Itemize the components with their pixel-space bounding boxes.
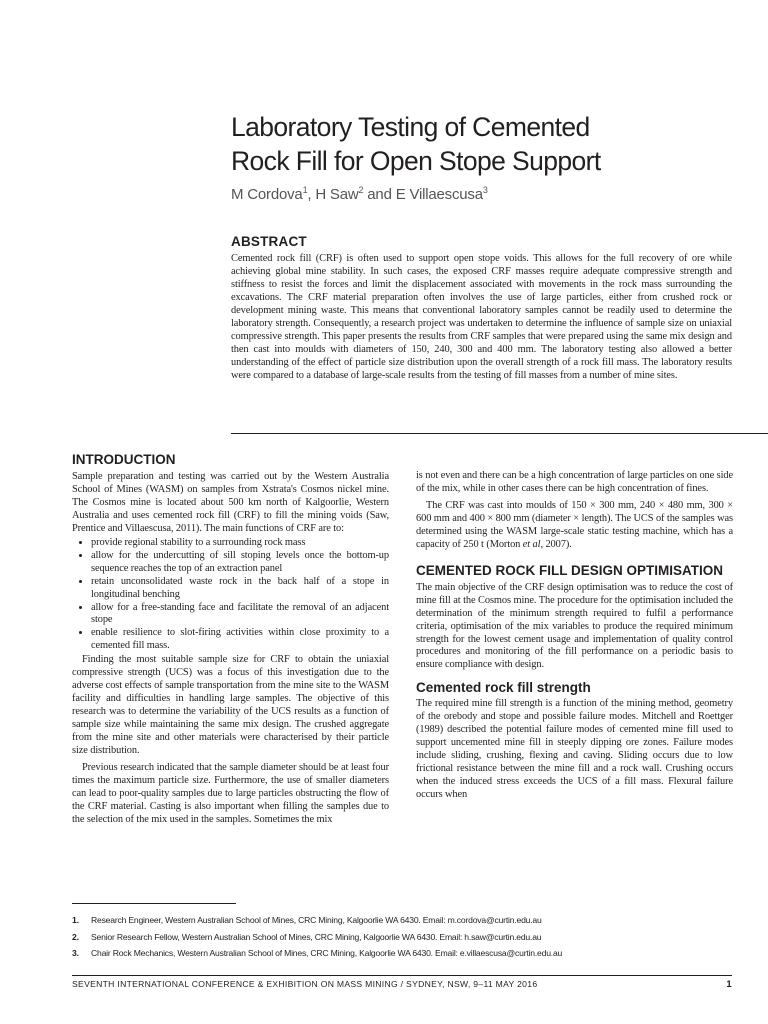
section-gap bbox=[416, 672, 733, 680]
page-number: 1 bbox=[726, 979, 732, 990]
author-affiliation-mark: 2 bbox=[358, 185, 364, 195]
footnote-number: 2. bbox=[72, 931, 79, 942]
footer-divider bbox=[72, 975, 732, 976]
author-list bbox=[231, 185, 731, 203]
citation-et-al: et al bbox=[522, 538, 541, 550]
footnote-number: 1. bbox=[72, 915, 79, 925]
footnote-divider bbox=[72, 903, 236, 904]
author-separator: , bbox=[307, 186, 316, 203]
author-affiliation-mark: 3 bbox=[482, 185, 488, 195]
footnote-text: Chair Rock Mechanics, Western Australian School of Mines, CRC Mining, Kalgoorlie WA 6430. Email: e.villaescusa@curtin.edu.au bbox=[91, 948, 563, 958]
paper-title-line-2: Rock Fill for Open Stope Support bbox=[231, 146, 601, 176]
fill-strength-subheading: Cemented rock fill strength bbox=[416, 680, 591, 696]
abstract-text: Cemented rock fill (CRF) is often used to support open stope voids. This allows for the full recovery of ore while achieving global mine stability. In such cases, the exposed CRF masses require adequate compressive strength and stiffness to resist the forces and limit the displacement associated with movements in the rock mass surrounding the excavations. The CRF material preparation often involves the use of large particles, either from crushed rock or development mining waste. This means that conventional laboratory samples cannot be readily used to determine the laboratory strength. Consequently, a research project was undertaken to determine the influence of sample size on uniaxial compressive strength. This paper presents the results from CRF samples that were prepared using the same mix design and then cast into moulds with diameters of 150, 240, 300 and 400 mm. The laboratory testing also allowed a better understanding of the effect of particle size distribution upon the overall strength of a rock fill mass. The laboratory results were compared to a database of large-scale results from the testing of fill masses from a number of mine sites. bbox=[231, 253, 732, 381]
footnote bbox=[72, 912, 712, 929]
author-name: M Cordova bbox=[231, 186, 303, 203]
list-item: • allow for a free-standing face and facilitate the removal of an adjacent stope bbox=[91, 602, 389, 628]
paper-title-line-1: Laboratory Testing of Cemented bbox=[231, 112, 590, 142]
list-item: • allow for the undercutting of sill stoping levels once the bottom-up sequence reaches the top of an extraction panel bbox=[91, 550, 389, 576]
footnote bbox=[72, 929, 712, 946]
paragraph-text: The CRF was cast into moulds of 150 × 300 mm, 240 × 480 mm, 300 × 600 mm and 400 × 800 mm (diameter × length). The UCS of the samples was determined using the WASM large-scale static testing machine, which has a capacity of 250 t (Morton bbox=[416, 499, 733, 550]
title-block bbox=[231, 110, 731, 203]
author-name: E Villaescusa bbox=[395, 186, 483, 203]
list-item: • enable resilience to slot-firing activities within close proximity to a cemented fill mass. bbox=[91, 627, 389, 653]
footnote-number: 3. bbox=[72, 948, 79, 958]
page-footer bbox=[72, 979, 732, 989]
footnote bbox=[72, 945, 712, 962]
footnote-text: Research Engineer, Western Australian School of Mines, CRC Mining, Kalgoorlie WA 6430. Email: m.cordova@curtin.edu.au bbox=[91, 915, 542, 925]
design-optimisation-heading: CEMENTED ROCK FILL DESIGN OPTIMISATION bbox=[416, 562, 724, 578]
abstract-divider bbox=[231, 433, 768, 434]
right-column bbox=[416, 470, 733, 802]
strength-paragraph: The required mine fill strength is a function of the mining method, geometry of the orebody and stope and possible failure modes. Mitchell and Roettger (1989) described the potential failure modes of cemented mine fill used to support uncemented mine fill in steeply dipping ore zones. Failure modes include sliding, crushing, flexing and caving. Sliding occurs due to low frictional resistance between the mine fill and a rock wall. Crushing occurs when the induced stress exceeds the UCS of a fill mass. Flexural failure occurs when bbox=[416, 698, 733, 801]
introduction-paragraph: Previous research indicated that the sample diameter should be at least four times the maximum particle size. Furthermore, the use of smaller diameters can lead to poor-quality samples due to large particles obstructing the flow of the CRF material. Casting is also important when filling the samples due to the selection of the mix used in the samples. Sometimes the mix bbox=[72, 761, 389, 825]
crf-functions-list bbox=[72, 537, 389, 654]
author-name: H Saw bbox=[315, 186, 359, 203]
introduction-paragraph bbox=[416, 500, 733, 552]
introduction-paragraph: Finding the most suitable sample size for CRF to obtain the uniaxial compressive strength (UCS) was a focus of this investigation due to the adverse cost effects of sample transportation from the mine site to the WASM facility and difficulties in handling large samples. The objective of this research was to determine the variability of the UCS results as a function of sample size while maintaining the same mix design. The crushed aggregate from the mine site and other materials were characterised by their particle size distribution. bbox=[72, 654, 389, 757]
author-conjunction: and bbox=[363, 186, 396, 203]
introduction-heading: INTRODUCTION bbox=[72, 452, 176, 467]
introduction-paragraph: Sample preparation and testing was carried out by the Western Australia School of Mines (WASM) on samples from Xstrata's Cosmos nickel mine. The Cosmos mine is located about 500 km north of Kalgoorlie, Western Australia and uses cemented rock fill (CRF) to fill the mining voids (Saw, Prentice and Villaescusa, 2011). The main functions of CRF are to: bbox=[72, 471, 389, 534]
paper-title bbox=[231, 110, 731, 178]
section-gap bbox=[416, 552, 733, 563]
introduction-paragraph: is not even and there can be a high concentration of large particles on one side of the mix, while in other cases there can be high concentration of fines. bbox=[416, 470, 733, 494]
design-paragraph: The main objective of the CRF design optimisation was to reduce the cost of mine fill at the Cosmos mine. The procedure for the optimisation included the determination of the minimum strength required to fulfil a performance criteria, optimisation of the mix variables to produce the required minimum strength for the lowest cement usage and implementation of quality control procedures and monitoring of the fill performance on a periodic basis to ensure compliance with design. bbox=[416, 581, 733, 671]
footnote-text: Senior Research Fellow, Western Australian School of Mines, CRC Mining, Kalgoorlie WA 6430. Email: h.saw@curtin.edu.au bbox=[91, 931, 542, 942]
left-column bbox=[72, 452, 389, 827]
conference-name: SEVENTH INTERNATIONAL CONFERENCE & EXHIBITION ON MASS MINING / SYDNEY, NSW, 9–11 MAY 2016 bbox=[72, 979, 538, 989]
paragraph-text: , 2007). bbox=[540, 538, 572, 550]
list-item: • retain unconsolidated waste rock in the back half of a stope in longitudinal benching bbox=[91, 576, 389, 602]
list-item: • provide regional stability to a surrounding rock mass bbox=[91, 537, 389, 550]
abstract-section bbox=[231, 234, 732, 383]
abstract-heading: ABSTRACT bbox=[231, 234, 307, 249]
author-affiliation-mark: 1 bbox=[302, 185, 308, 195]
footnotes bbox=[72, 912, 712, 962]
